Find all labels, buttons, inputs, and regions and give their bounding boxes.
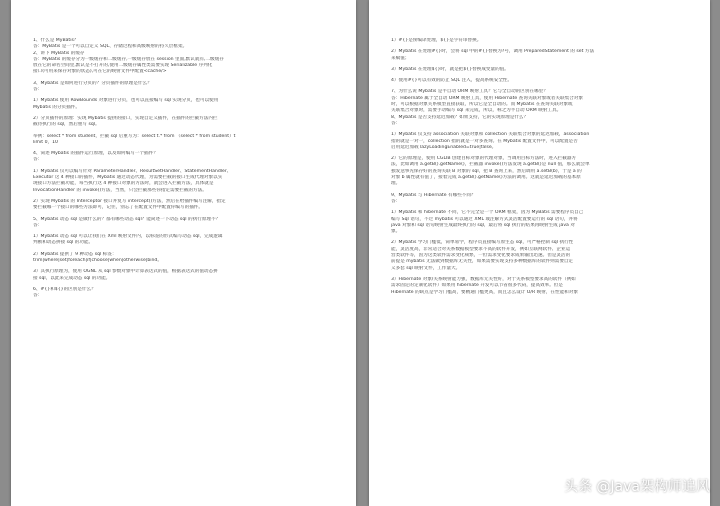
text-line: Hibernate 的缺点是学习门槛高，要精通门槛更高，而且怎么设计 O/R 映射，在性能和对象 (391, 289, 578, 295)
text-line: 关联集合对象时，需要手动编写 sql 来完成，所以，称之为半自动 ORM 映射工具。 (391, 108, 562, 114)
watermark: 头条 @Java架构师追风 (563, 479, 710, 495)
text-line: 能，灵活度高，非常适合对关系数据模型要求不高的软件开发，例如互联网软件、企业运 (391, 246, 571, 252)
text-line: 3）其执行原理为，使用 OGNL 从 sql 参数对象中计算表达式的值，根据表达式的值动态拼 (33, 269, 218, 275)
text-line: 4）使用#{}可以有效的防止 SQL 注入，提高系统安全性。 (391, 78, 513, 84)
text-line: 2）Mybatis 学习门槛低，简单易学，程序员直接编写原生态 sql，可严格控制 sql 执行性 (391, 240, 574, 246)
text-line: 2、讲下 MyBatis 的缓存 (33, 50, 85, 56)
document-page-right (369, 0, 710, 506)
text-line: Executor 这 4 种接口的插件，Mybatis 通过动态代理，为需要拦截的接口生成代理对象以实 (33, 175, 223, 181)
text-line: 1）Mybatis 仅支持 association 关联对象和 collection 关联集合对象的延迟加载，association (391, 132, 590, 138)
text-line: 接 sql，以此来完成动态 sql 的功能。 (33, 275, 111, 281)
text-line: 前提是 mybatis 无法做到数据库无关性，如果需要实现支持多种数据库的软件则需要自定 (391, 259, 574, 265)
text-line: 9、Mybatis 与 Hibernate 有哪些不同？ (391, 192, 476, 198)
text-line: 答：Hibernate 属于全自动 ORM 映射工具，使用 Hibernate 查询关联对象或者关联集合对象 (391, 95, 583, 101)
text-line: 启用延迟加载 lazyLoadingEnabled=true|false。 (391, 144, 497, 150)
text-line: trim|where|set|foreach|if|choose|when|otherwise|bind。 (33, 258, 162, 264)
text-line: 答： (33, 87, 43, 93)
text-line: 8、Mybatis 是否支持延迟加载？如果支持，它的实现原理是什么？ (391, 114, 529, 120)
text-line: 2）Mybatis 在处理#{}时，会将 sql 中的#{}替换为?号，调用 PreparedStatement 的 set 方法 (391, 49, 595, 55)
text-line: 现接口方法拦截功能，每当执行这 4 种接口对象的方法时，就会进入拦截方法，具体就是 (33, 181, 214, 187)
text-line: 接口(可用来保存对象的状态),可在它的映射文件中配置<cache/> (33, 69, 167, 75)
text-line: 7、为什么说 Mybatis 是半自动 ORM 映射工具？它与全自动的区别在哪里？ (391, 89, 548, 95)
text-line: 答：MyBatis 是一个可以自定义 SQL、存储过程和高级映射的持久层框架。 (33, 44, 188, 50)
text-line: 截待执行的 sql，然后重写 sql。 (33, 122, 100, 128)
text-line: 答： (391, 198, 401, 204)
text-line: 判断和动态拼接 sql 的功能。 (33, 240, 94, 246)
text-line: 1）Mybatis 仅可以编写针对 ParameterHandler、ResultSetHandler、StatementHandler、 (33, 168, 232, 174)
text-line: java 对象和 sql 语句映射生成最终执行的 sql，最后将 sql 执行的结果再映射生成 java 对 (391, 222, 575, 228)
text-line: 理。 (391, 181, 401, 187)
text-line: 答： (33, 222, 43, 228)
text-line: 3）Mybatis 在处理${}时，就是把${}替换成变量的值。 (391, 66, 509, 72)
text-line: 1、什么是 MyBatis？ (33, 38, 79, 43)
text-line: 答：MyBatis 的缓存分为一级缓存和二级缓存,一级缓存放在 session 里面,默认就有,二级缓存 (33, 56, 224, 62)
text-line: 独发送事先保存好的查询关联 B 对象的 sql，把 B 查询上来，然后调用 a.setB(b)，于是 a 的 (391, 168, 582, 174)
text-line: 3、Mybatis 是如何进行分页的？分页插件的原理是什么？ (33, 80, 152, 86)
text-line: Mybatis 的分页插件。 (33, 104, 80, 110)
text-line: 2）分页插件的原理：实现 Mybatis 提供的接口，实现自定义插件，在插件的拦截方法内拦 (33, 115, 218, 121)
text-line: 放在它的命名空间里,默认是不打开的,使用二级缓存属性类需要实现 Serializable 序列化 (33, 63, 213, 69)
text-line: 1）Mybatis 和 hibernate 不同，它不完全是一个 ORM 框架，因为 MyBatis 需要程序员自己 (391, 210, 584, 216)
text-line: 法，比如调用 a.getB().getName()，拦截器 invoke()方法发现 a.getB()是 null 值，那么就会单 (391, 162, 590, 168)
text-line: 举例：select * from student，拦截 sql 后重写为：select t.* from （select * from student）t (33, 133, 236, 139)
text-line: 答： (391, 120, 401, 126)
text-line: 时，可以根据对象关系模型直接获取，所以它是全自动的。而 Mybatis 在查询关联对象或 (391, 102, 573, 108)
text-line: 需求固定的定制化软件）如果用 hibernate 开发可以节省很多代码，提高效率。但是 (391, 283, 564, 289)
text-line: 要拦截哪一个接口的哪些方法即可，记住，别忘了在配置文件中配置你编写的插件。 (33, 205, 203, 211)
text-line: 编写 Sql 语句，不过 mybatis 可以通过 XML 或注解方式灵活配置要运行的 sql 语句，并将 (391, 216, 578, 222)
text-line: 营类软件等，因为这类软件需求变化频繁，一但需求变化要求成果输出迅速。但是灵活的 (391, 253, 571, 259)
text-line: limit 0，10 (33, 139, 58, 145)
document-page-left (11, 0, 356, 506)
text-line: 2）它的原理是，使用 CGLIB 创建目标对象的代理对象，当调用目标方法时，进入拦截器方 (391, 156, 577, 162)
text-line: 象。 (391, 229, 401, 235)
text-line: 1）Mybatis 动态 sql 可以让我们在 Xml 映射文件内，以标签的形式编写动态 sql，完成逻辑 (33, 234, 223, 240)
text-line: 答： (33, 157, 43, 163)
text-line: 1）Mybatis 使用 RowBounds 对象进行分页，也可以直接编写 sql 实现分页，也可以使用 (33, 98, 219, 104)
text-line: 3）Hibernate 对象/关系映射能力强，数据库无关性好，对于关系模型要求高的软件（例如 (391, 276, 576, 282)
text-line: 1）#{}是预编译处理，${}是字符串替换。 (391, 38, 482, 43)
text-line: 2）Mybatis 提供了 9 种动态 sql 标签： (33, 251, 117, 257)
text-line: 6、#{}和${}的区别是什么？ (33, 286, 96, 292)
text-line: 义多套 sql 映射文件，工作量大。 (391, 265, 461, 271)
text-line: 2）实现 Mybatis 的 Interceptor 接口并复写 intercept()方法，然后在给插件编写注解，指定 (33, 198, 226, 204)
text-line: 来赋值； (391, 55, 410, 61)
text-line: 5、Mybatis 动态 sql 是做什么的？都有哪些动态 sql？能简述一下动态 sql 的执行原理不？ (33, 216, 221, 222)
text-line: InvocationHandler 的 invoke()方法，当然，只会拦截那些你指定需要拦截的方法。 (33, 187, 207, 193)
text-line: 指的就是一对一，collection 指的就是一对多查询。在 Mybatis 配置文件中，可以配置是否 (391, 138, 578, 144)
text-line: 对象 b 属性就有值了，接着完成 a.getB().getName()方法的调用。这就是延迟加载的基本原 (391, 175, 581, 181)
text-line: 4、简述 Mybatis 的插件运行原理，以及如何编写一个插件？ (33, 151, 158, 157)
text-line: 答： (33, 293, 43, 299)
